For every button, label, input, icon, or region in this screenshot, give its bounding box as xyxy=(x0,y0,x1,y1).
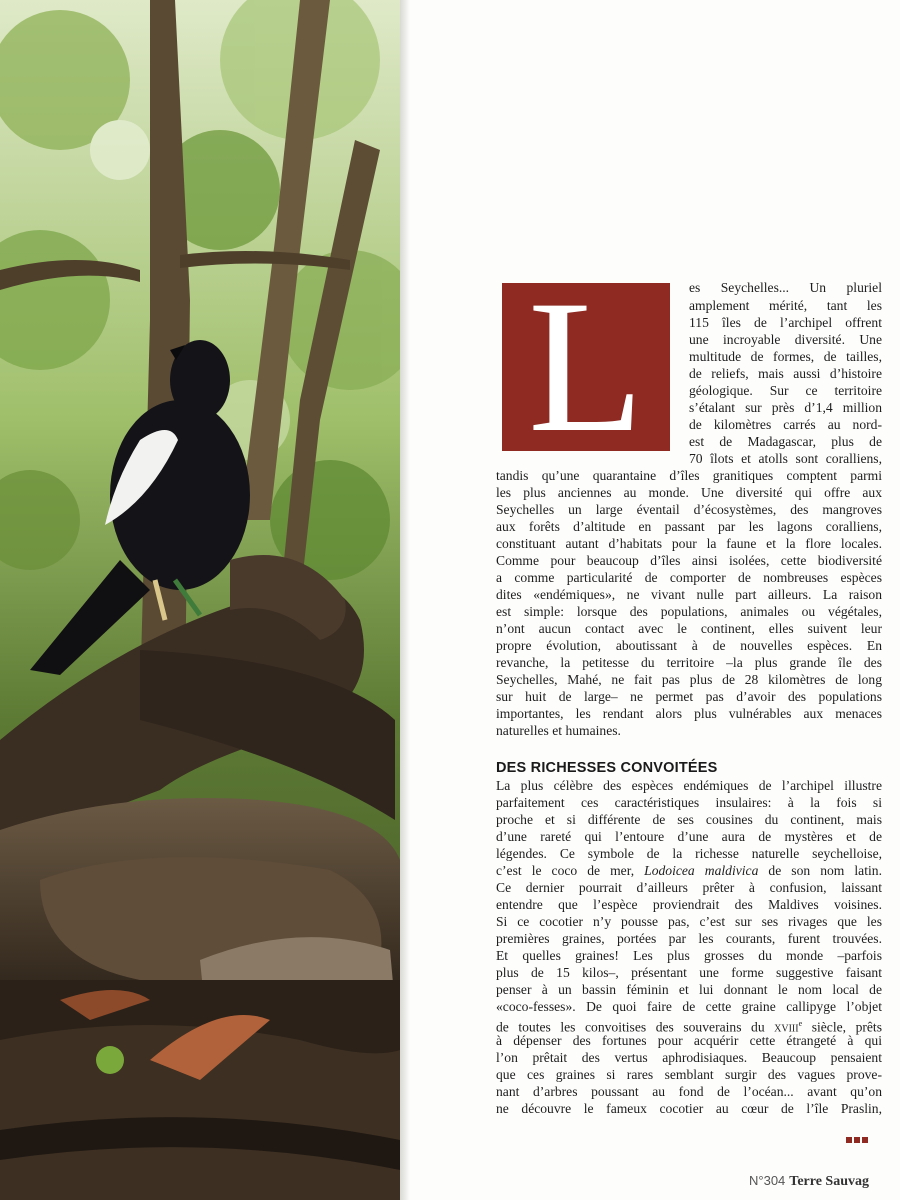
body-line: plus de 15 kilos–, présentant une forme suggestive faisant xyxy=(496,965,882,980)
intro-line: 115 îles de l’archipel offrent xyxy=(689,315,882,330)
body-line: Comme pour beaucoup d’îles ainsi isolées, cette biodiversité xyxy=(496,553,882,568)
intro-line: est de Madagascar, plus de xyxy=(689,434,882,449)
body-line: d’une rareté qui l’entoure d’une aura de mystères et de xyxy=(496,829,882,844)
intro-line: géologique. Sur ce territoire xyxy=(689,383,882,398)
intro-line: de reliefs, mais aussi d’histoire xyxy=(689,366,882,381)
body-line: Seychelles, Mahé, ne fait pas plus de 28 kilomètres de long xyxy=(496,672,882,687)
body-line: naturelles et humaines. xyxy=(496,723,621,738)
body-line: nant d’arbres poussant au fond de l’océan... avant qu’on xyxy=(496,1084,882,1099)
body-line: ne découvre le fameux cocotier au cœur de l’île Praslin, xyxy=(496,1101,882,1116)
photo-seychelles-magpie-robin xyxy=(0,0,400,1200)
body-line: est simple: lorsque des populations, animales ou végétales, xyxy=(496,604,882,619)
body-line: Et quelles graines! Les plus grosses du monde –parfois xyxy=(496,948,882,963)
intro-line: multitude de formes, de tailles, xyxy=(689,349,882,364)
body-line: de toutes les convoitises des souverains du xviii$^e$ siècle, prêts xyxy=(496,1019,882,1035)
body-line: dites «endémiques», ne vivant nulle part ailleurs. La raison xyxy=(496,587,882,602)
body-line: constituant autant d’habitats pour la faune et la flore locales. xyxy=(496,536,882,551)
body-line: premières graines, portées par les courants, furent trouvées. xyxy=(496,931,882,946)
intro-line: amplement mérité, tant les xyxy=(689,298,882,313)
intro-line: s’étalant sur près d’1,4 million xyxy=(689,400,882,415)
body-line: entendre que l’espèce proviendrait des Maldives voisines. xyxy=(496,897,882,912)
body-line: proche et si différente de ses cousines du continent, mais xyxy=(496,812,882,827)
dropcap-box xyxy=(502,262,670,472)
end-square-icon xyxy=(862,1137,868,1143)
end-square-icon xyxy=(854,1137,860,1143)
body-line: La plus célèbre des espèces endémiques de l’archipel illustre xyxy=(496,778,882,793)
body-line: «coco-fesses». De quoi faire de cette graine callipyge l’objet xyxy=(496,999,882,1014)
intro-line: es Seychelles... Un pluriel xyxy=(689,280,882,295)
intro-line: une incroyable diversité. Une xyxy=(689,332,882,347)
body-line: parfaitement ces caractéristiques insulaires: à la fois si xyxy=(496,795,882,810)
body-line: Si ce cocotier n’y pousse pas, c’est sur ses rivages que les xyxy=(496,914,882,929)
magazine-title: Terre Sauvag xyxy=(789,1174,870,1189)
body-line: a comme particularité de comporter de nombreuses espèces xyxy=(496,570,882,585)
body-line: importantes, les rendant alors plus vulnérables aux menaces xyxy=(496,706,882,721)
body-line: c’est le coco de mer, Lodoicea maldivica de son nom latin. xyxy=(496,863,882,878)
body-line: propre évolution, aboutissant à de nouvelles espèces. En xyxy=(496,638,882,653)
dropcap-letter: L xyxy=(527,262,645,472)
page-footer xyxy=(749,1172,869,1190)
body-line: Seychelles un large éventail d’écosystèmes, des mangroves xyxy=(496,502,882,517)
body-line: que ces graines si rares semblant surgir des vagues prove- xyxy=(496,1067,882,1082)
body-line: tandis qu’une quarantaine d’îles granitiques comptent parmi xyxy=(496,468,882,483)
body-line: n’ont aucun contact avec le continent, elles suivent leur xyxy=(496,621,882,636)
body-line: à dépenser des fortunes pour acquérir cette étrangeté à qui xyxy=(496,1033,882,1048)
body-line: penser à un bassin féminin et lui donnant le nom local de xyxy=(496,982,882,997)
section-heading: DES RICHESSES CONVOITÉES xyxy=(496,760,718,776)
page-gutter xyxy=(400,0,410,1200)
body-line: aux forêts d’altitude en passant par les lagons coralliens, xyxy=(496,519,882,534)
body-line: revanche, la petitesse du territoire –la plus grande île des xyxy=(496,655,882,670)
intro-line: 70 îlots et atolls sont coralliens, xyxy=(689,451,882,466)
issue-number: N°304 xyxy=(749,1173,786,1188)
end-of-article-marker xyxy=(846,1130,870,1148)
body-line: légendes. Ce symbole de la richesse naturelle seychelloise, xyxy=(496,846,882,861)
body-line: Ce dernier pourrait d’ailleurs prêter à confusion, laissant xyxy=(496,880,882,895)
body-line: sur huit de large– ne permet pas d’avoir des populations xyxy=(496,689,882,704)
intro-line: de kilomètres carrés au nord- xyxy=(689,417,882,432)
body-line: les plus anciennes au monde. Une diversité qui offre aux xyxy=(496,485,882,500)
end-square-icon xyxy=(846,1137,852,1143)
body-line: l’on prêtait des vertus aphrodisiaques. Beaucoup pensaient xyxy=(496,1050,882,1065)
